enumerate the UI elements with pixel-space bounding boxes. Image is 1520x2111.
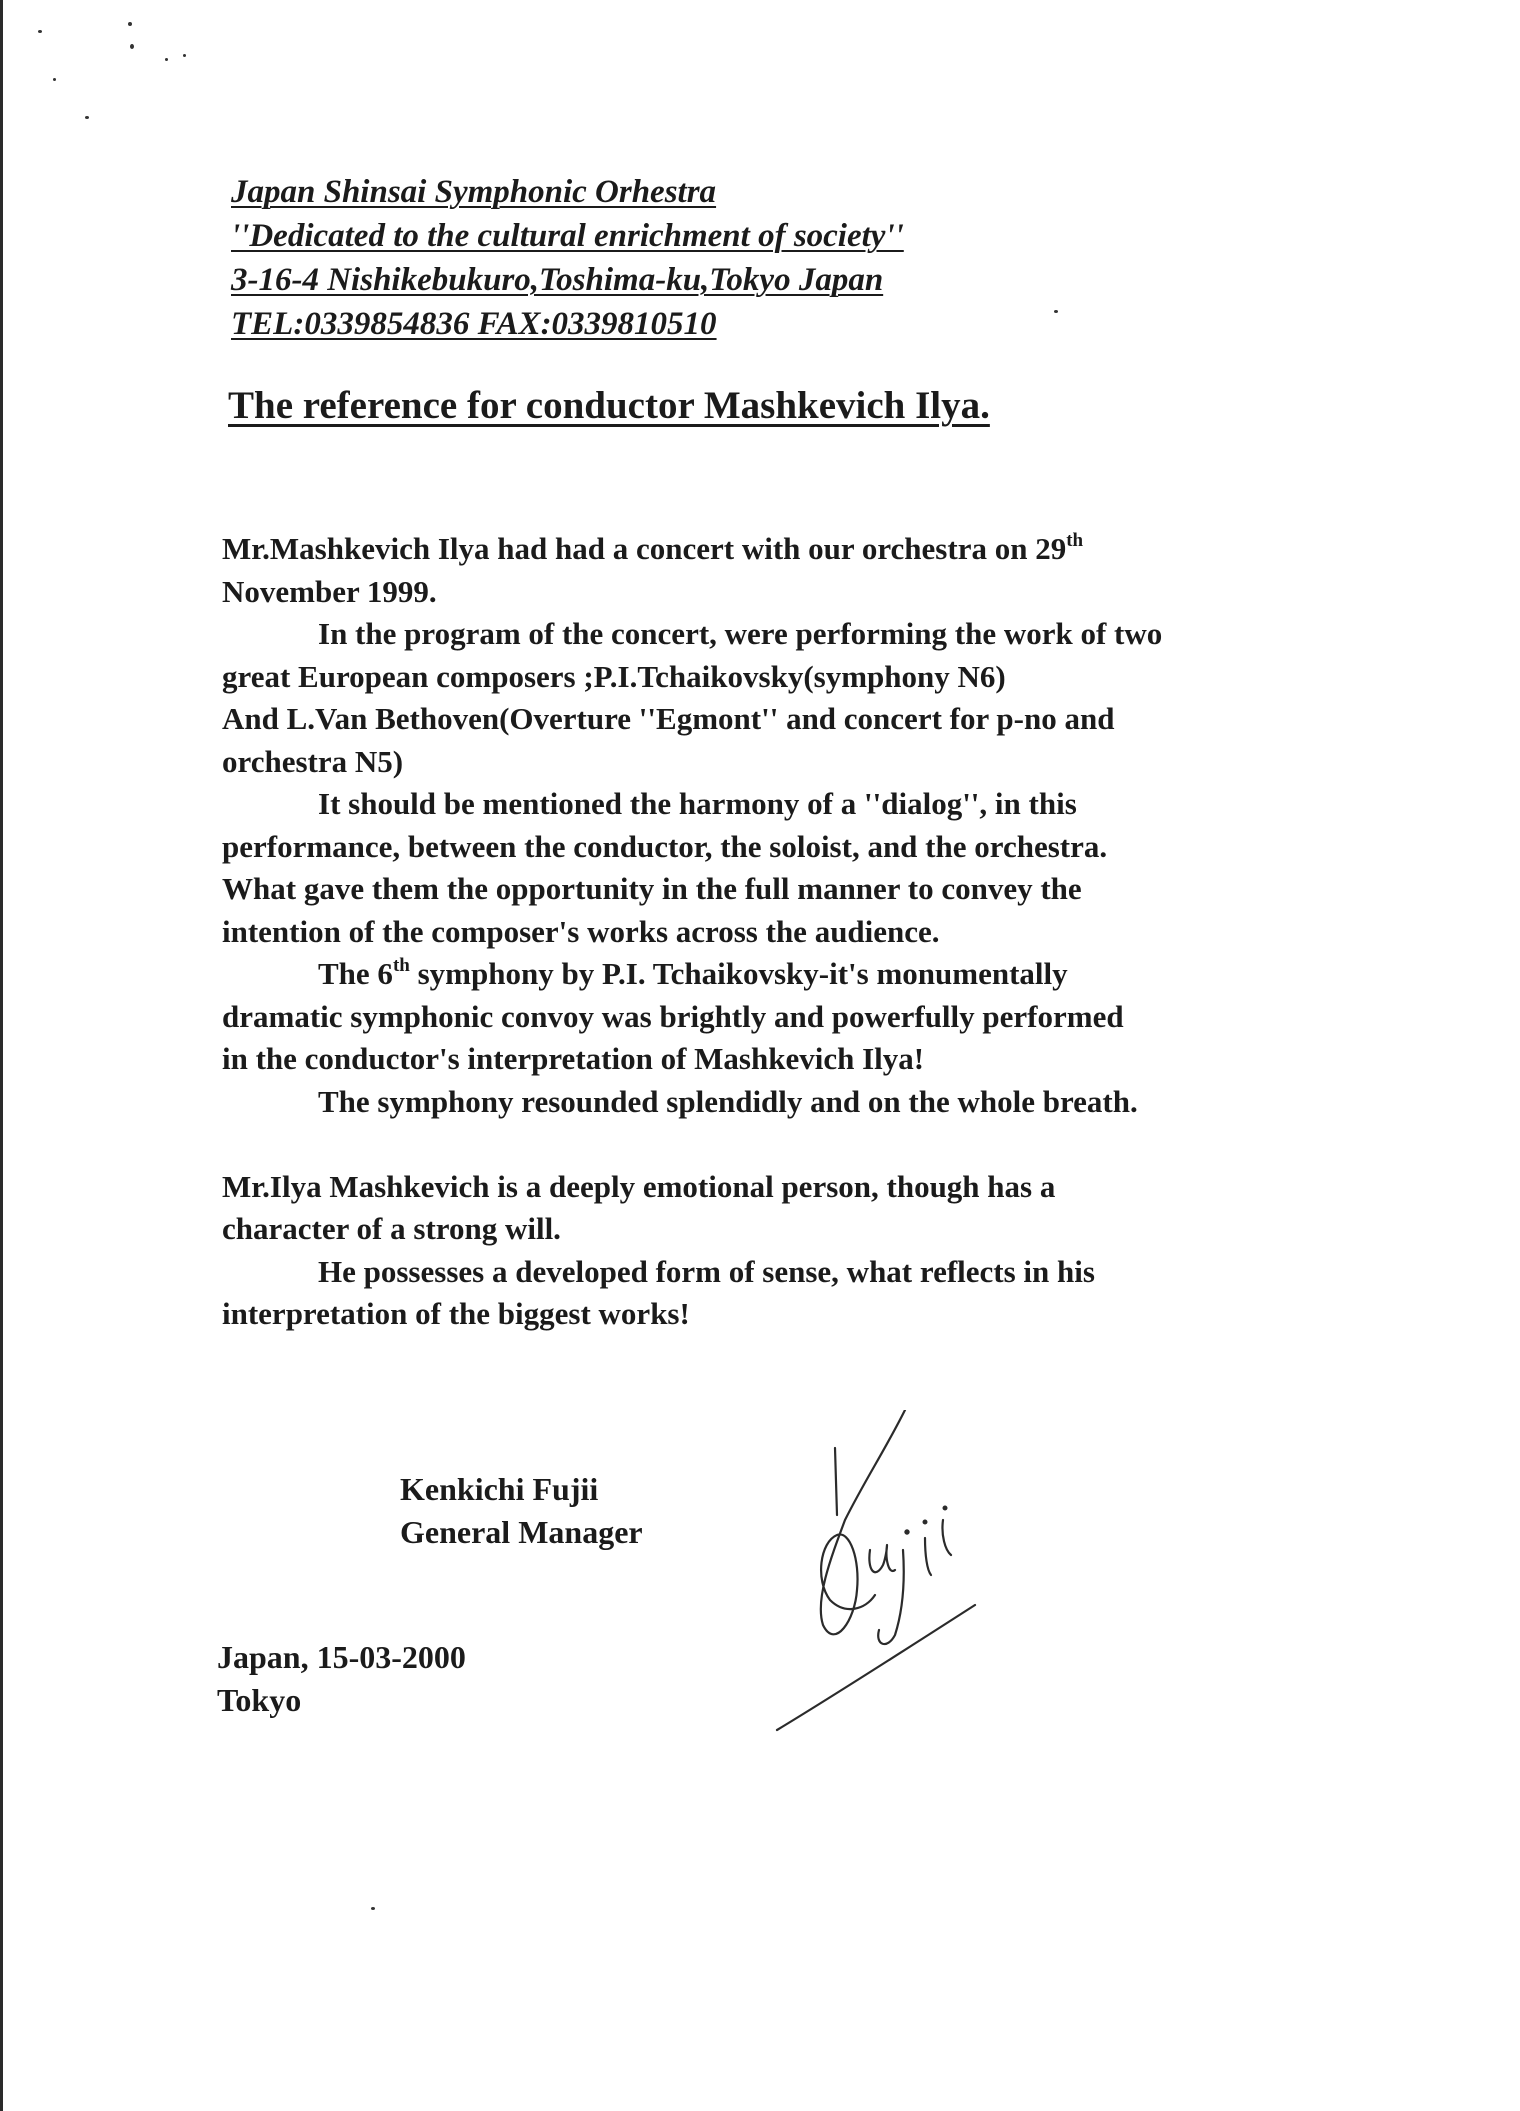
letterhead-org-name: Japan Shinsai Symphonic Orhestra (231, 174, 717, 210)
letter-body (222, 528, 1362, 1336)
body-line: dramatic symphonic convoy was brightly and powerfully performed (222, 998, 1124, 1034)
scan-speck (128, 22, 132, 26)
body-line: November 1999. (222, 573, 437, 609)
scan-speck (53, 78, 56, 81)
signer-block (400, 1468, 643, 1554)
body-text: Mr.Mashkevich Ilya had had a concert with our orchestra on 29 (222, 531, 1067, 566)
body-line: He possesses a developed form of sense, what reflects in his (318, 1253, 1095, 1289)
body-line: interpretation of the biggest works! (222, 1296, 690, 1331)
body-line: character of a strong will. (222, 1211, 561, 1246)
scan-speck (183, 54, 186, 57)
place-city: Tokyo (217, 1682, 302, 1718)
place-date-block (217, 1636, 466, 1722)
body-line: performance, between the conductor, the soloist, and the orchestra. (222, 828, 1108, 864)
scan-speck (371, 1907, 375, 1910)
body-line: The symphony resounded splendidly and on the whole breath. (318, 1083, 1138, 1119)
letterhead-contact: TEL:0339854836 FAX:0339810510 (231, 306, 717, 342)
scan-speck (1054, 310, 1058, 313)
body-line (222, 528, 1362, 571)
scan-speck (85, 116, 89, 119)
letterhead-motto: ''Dedicated to the cultural enrichment of society'' (231, 218, 904, 254)
body-line: orchestra N5) (222, 743, 404, 779)
signer-name: Kenkichi Fujii (400, 1471, 599, 1507)
ordinal-suffix: th (1066, 529, 1084, 551)
signer-title: General Manager (400, 1514, 643, 1550)
place-date: Japan, 15-03-2000 (217, 1639, 466, 1675)
body-line: in the conductor's interpretation of Mashkevich Ilya! (222, 1041, 925, 1076)
paragraph-gap (222, 1123, 1362, 1166)
scan-speck (165, 58, 168, 61)
body-line: And L.Van Bethoven(Overture ''Egmont'' and concert for p-no and (222, 701, 1115, 736)
ordinal-suffix: th (392, 954, 410, 976)
body-line: In the program of the concert, were performing the work of two (318, 616, 1163, 651)
body-line: What gave them the opportunity in the full manner to convey the (222, 871, 1082, 906)
handwritten-signature-icon (775, 1410, 1035, 1740)
letterhead (231, 170, 904, 346)
letterhead-address: 3-16-4 Nishikebukuro,Toshima-ku,Tokyo Japan (231, 262, 884, 298)
body-line (222, 953, 1362, 996)
scan-speck (130, 44, 134, 49)
body-line: Mr.Ilya Mashkevich is a deeply emotional person, though has a (222, 1168, 1056, 1204)
body-text: The 6 (318, 956, 393, 991)
scan-page-edge (0, 0, 3, 2111)
scan-speck (38, 30, 42, 33)
body-line: great European composers ;P.I.Tchaikovsky(symphony N6) (222, 658, 1006, 694)
body-line: It should be mentioned the harmony of a ''dialog'', in this (318, 786, 1077, 821)
body-line: intention of the composer's works across the audience. (222, 913, 940, 949)
body-text: symphony by P.I. Tchaikovsky-it's monumentally (409, 956, 1068, 991)
document-heading: The reference for conductor Mashkevich Ilya. (228, 384, 990, 427)
